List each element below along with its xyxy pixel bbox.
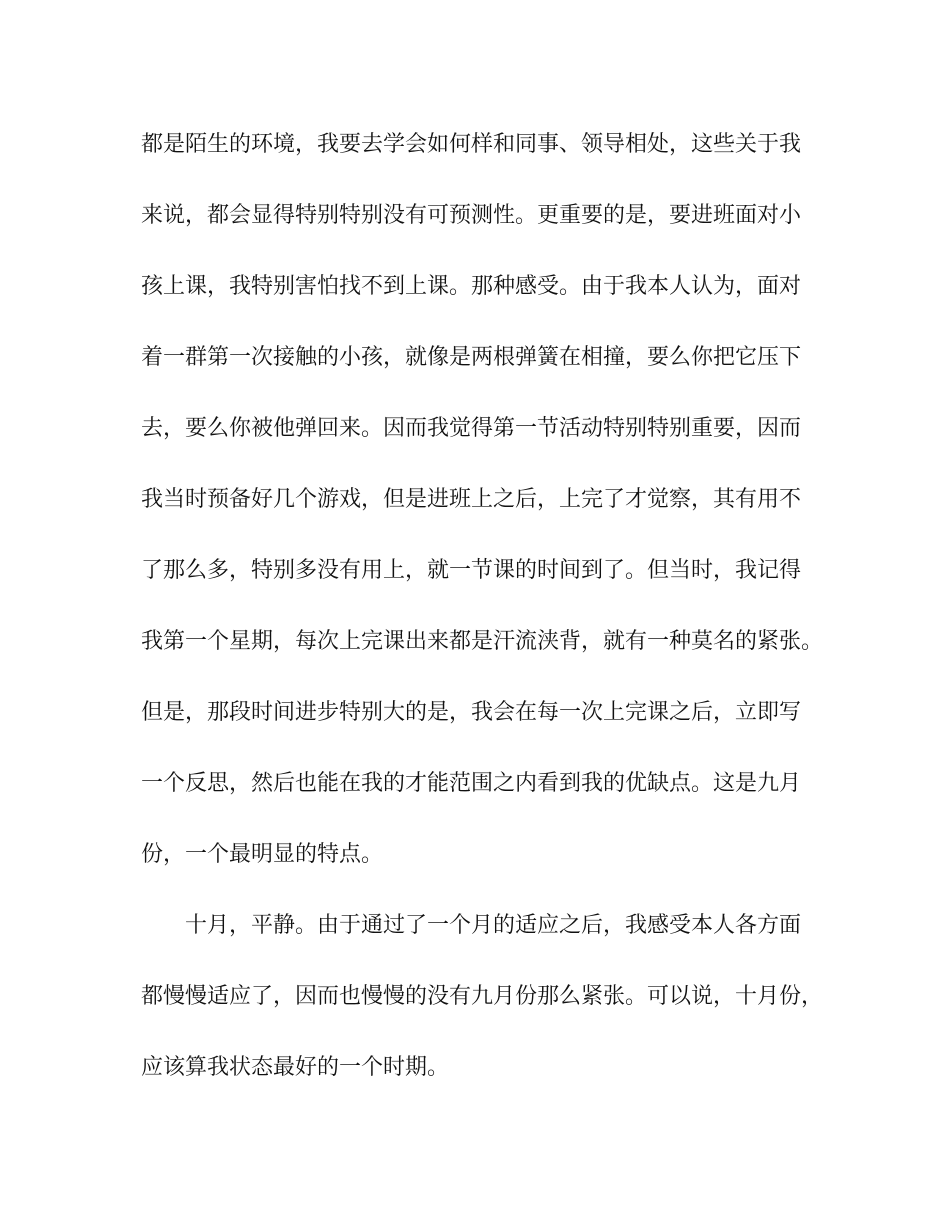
text-line: 去，要么你被他弹回来。因而我觉得第一节活动特别特别重要，因而 — [141, 416, 802, 441]
paragraph-first-line: 十月，平静。由于通过了一个月的适应之后，我感受本人各方面 — [185, 913, 802, 938]
text-line: 但是，那段时间进步特别大的是，我会在每一次上完课之后，立即写 — [141, 700, 802, 725]
text-line: 了那么多，特别多没有用上，就一节课的时间到了。但当时，我记得 — [141, 558, 802, 583]
text-line: 来说，都会显得特别特别没有可预测性。更重要的是，要进班面对小 — [141, 203, 802, 228]
text-line: 应该算我状态最好的一个时期。 — [141, 1055, 450, 1080]
text-line: 都慢慢适应了，因而也慢慢的没有九月份那么紧张。可以说，十月份， — [141, 984, 824, 1009]
text-line: 着一群第一次接触的小孩，就像是两根弹簧在相撞，要么你把它压下 — [141, 345, 802, 370]
text-line: 孩上课，我特别害怕找不到上课。那种感受。由于我本人认为，面对 — [141, 274, 802, 299]
text-line: 我当时预备好几个游戏，但是进班上之后，上完了才觉察，其有用不 — [141, 487, 802, 512]
text-line: 份，一个最明显的特点。 — [141, 842, 384, 867]
text-line: 都是陌生的环境，我要去学会如何样和同事、领导相处，这些关于我 — [141, 132, 802, 157]
text-line: 一个反思，然后也能在我的才能范围之内看到我的优缺点。这是九月 — [141, 771, 802, 796]
text-line: 我第一个星期，每次上完课出来都是汗流浃背，就有一种莫名的紧张。 — [141, 629, 824, 654]
